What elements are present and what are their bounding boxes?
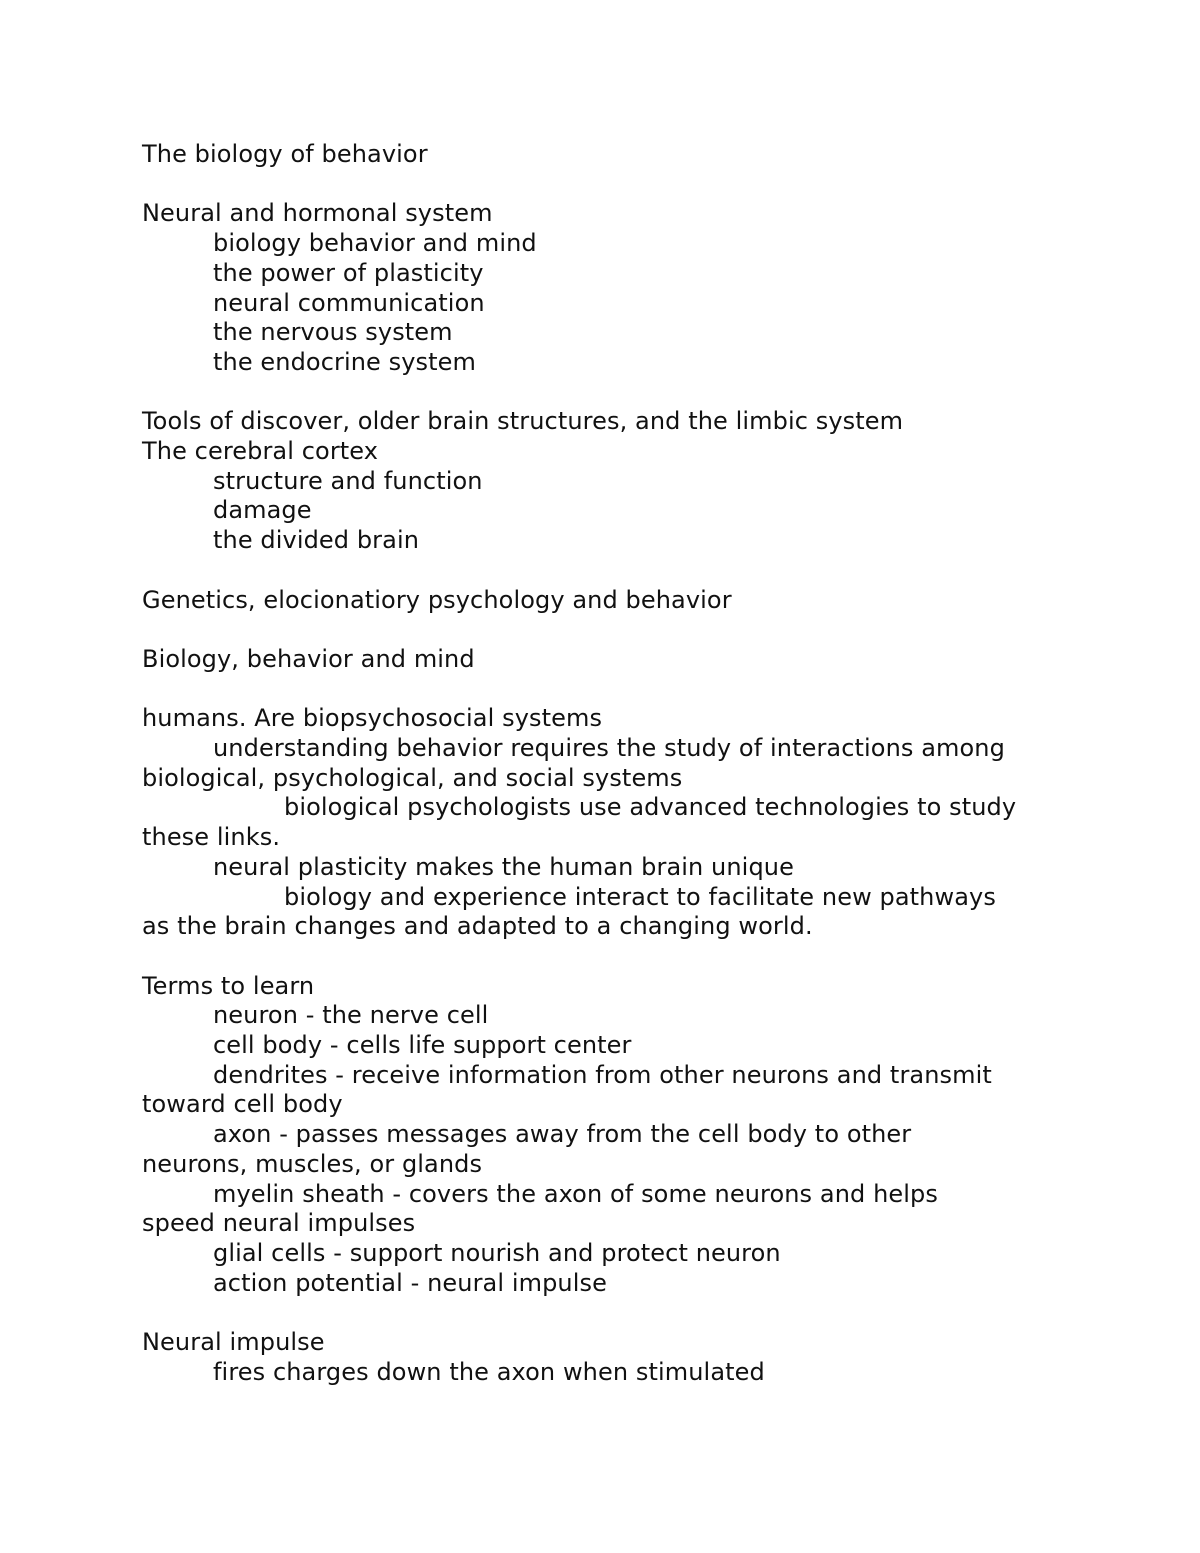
list-item: the power of plasticity — [213, 258, 484, 287]
term-line: axon - passes messages away from the cell body to other — [213, 1120, 912, 1149]
section-heading: Tools of discover, older brain structures, and the limbic system — [142, 407, 904, 436]
term-line: dendrites - receive information from other neurons and transmit — [213, 1060, 992, 1089]
paragraph-line: biological, psychological, and social systems — [142, 763, 683, 792]
document-body — [142, 140, 1082, 1387]
blank-line — [142, 615, 1082, 645]
blank-line — [142, 170, 1082, 200]
blank-line — [142, 1298, 1082, 1328]
blank-line — [142, 556, 1082, 586]
list-item: structure and function — [213, 466, 483, 495]
section-heading: Biology, behavior and mind — [142, 644, 475, 673]
paragraph-line: understanding behavior requires the study of interactions among — [213, 733, 1005, 762]
list-item: biology behavior and mind — [213, 229, 537, 258]
paragraph-line: as the brain changes and adapted to a changing world. — [142, 912, 813, 941]
section-heading: Genetics, elocionatiory psychology and behavior — [142, 585, 732, 614]
term-line: glial cells - support nourish and protect neuron — [213, 1238, 781, 1267]
term-line: action potential - neural impulse — [213, 1268, 607, 1297]
paragraph-line: biology and experience interact to facilitate new pathways — [284, 882, 996, 911]
list-item: the divided brain — [213, 526, 420, 555]
paragraph-line: humans. Are biopsychosocial systems — [142, 704, 603, 733]
paragraph-line: neural plasticity makes the human brain unique — [213, 852, 794, 881]
list-item: fires charges down the axon when stimulated — [213, 1357, 765, 1386]
list-item: damage — [213, 496, 312, 525]
blank-line — [142, 675, 1082, 705]
term-line: neurons, muscles, or glands — [142, 1149, 483, 1178]
term-line: toward cell body — [142, 1090, 343, 1119]
section-heading: Neural and hormonal system — [142, 199, 493, 228]
list-item: the nervous system — [213, 318, 453, 347]
blank-line — [142, 942, 1082, 972]
term-line: neuron - the nerve cell — [213, 1001, 489, 1030]
blank-line — [142, 378, 1082, 408]
list-item: neural communication — [213, 288, 485, 317]
paragraph-line: these links. — [142, 823, 281, 852]
list-item: the endocrine system — [213, 347, 477, 376]
term-line: speed neural impulses — [142, 1209, 416, 1238]
section-subheading: The cerebral cortex — [142, 437, 379, 465]
section-heading: Neural impulse — [142, 1328, 325, 1357]
section-heading: Terms to learn — [142, 971, 315, 1000]
term-line: myelin sheath - covers the axon of some neurons and helps — [213, 1179, 938, 1208]
term-line: cell body - cells life support center — [213, 1031, 632, 1059]
paragraph-line: biological psychologists use advanced technologies to study — [284, 793, 1017, 822]
document-title: The biology of behavior — [142, 140, 428, 168]
